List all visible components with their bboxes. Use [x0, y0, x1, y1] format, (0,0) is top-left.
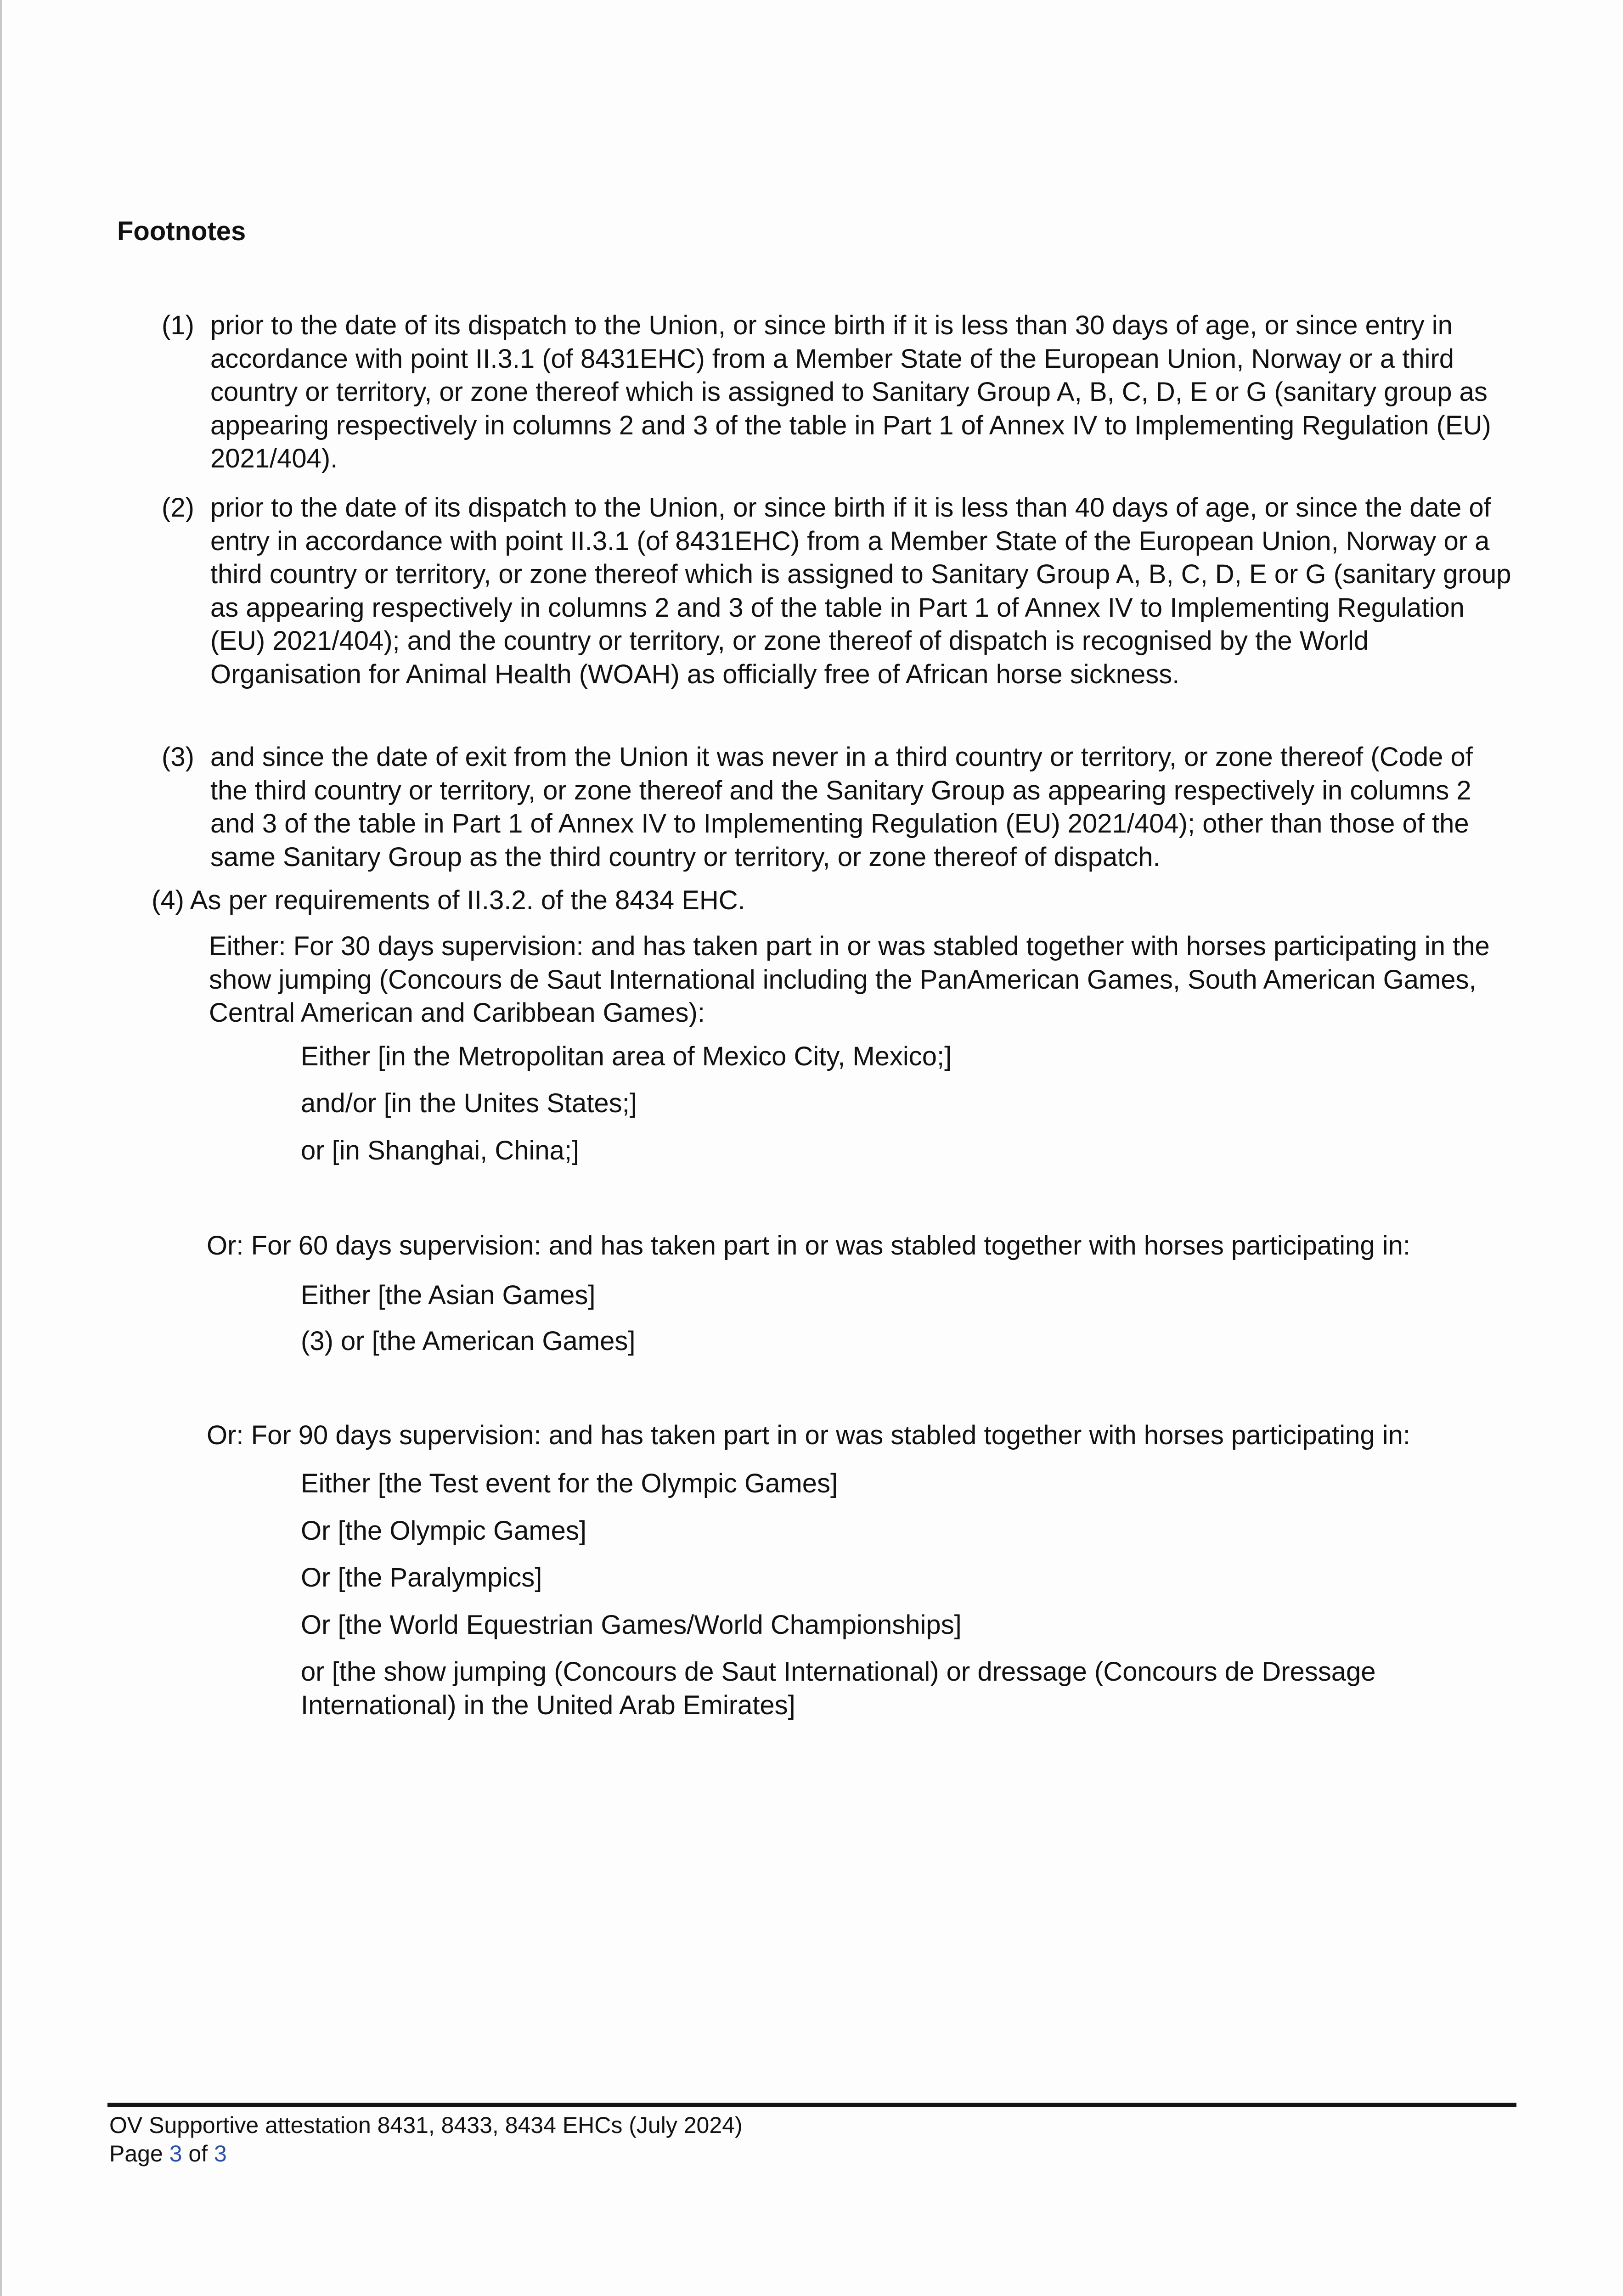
- option-mexico-city: Either [in the Metropolitan area of Mexico City, Mexico;]: [301, 1041, 952, 1071]
- note-4-either-30-days: Either: For 30 days supervision: and has taken part in or was stabled together with horses participating in the show jumping (Concours de Saut International including the PanAmerican Games, South American Games, Central American and Caribbean Games):: [209, 931, 1490, 1028]
- option-uae-events: or [the show jumping (Concours de Saut International) or dressage (Concours de Dressage International) in the United Arab Emirates]: [301, 1657, 1376, 1720]
- option-shanghai: or [in Shanghai, China;]: [301, 1136, 580, 1165]
- footnote-text: prior to the date of its dispatch to the Union, or since birth if it is less than 30 days of age, or since entry in accordance with point II.3.1 (of 8431EHC) from a Member State of the European Union, Norway or a third country or territory, or zone thereof which is assigned to Sanitary Group A, B, C, D, E or G (sanitary group as appearing respectively in columns 2 and 3 of the table in Part 1 of Annex IV to Implementing Regulation (EU) 2021/404).: [210, 310, 1491, 473]
- footnotes-heading: Footnotes: [117, 216, 246, 246]
- option-american-games: (3) or [the American Games]: [301, 1326, 636, 1356]
- footnote-2: [162, 491, 1516, 691]
- note-4-title: (4) As per requirements of II.3.2. of the 8434 EHC.: [152, 885, 745, 915]
- option-world-equestrian-games: Or [the World Equestrian Games/World Championships]: [301, 1610, 962, 1640]
- page-label: Page: [109, 2141, 163, 2167]
- total-pages-link[interactable]: 3: [214, 2141, 227, 2167]
- footer-document-title: OV Supportive attestation 8431, 8433, 8434 EHCs (July 2024): [109, 2112, 743, 2138]
- footnote-text: prior to the date of its dispatch to the Union, or since birth if it is less than 40 days of age, or since the date of entry in accordance with point II.3.1 (of 8431EHC) from a Member State of the European Union, Norway or a third country or territory, or zone thereof which is assigned to Sanitary Group A, B, C, D, E or G (sanitary group as appearing respectively in columns 2 and 3 of the table in Part 1 of Annex IV to Implementing Regulation (EU) 2021/404); and the country or territory, or zone thereof of dispatch is recognised by the World Organisation for Animal Health (WOAH) as officially free of African horse sickness.: [210, 493, 1511, 689]
- footnote-number: (1): [162, 310, 194, 340]
- note-4-or-60-days: Or: For 60 days supervision: and has taken part in or was stabled together with horses participating in:: [207, 1231, 1411, 1261]
- footnote-1: [162, 309, 1516, 476]
- option-olympic-test-event: Either [the Test event for the Olympic Games]: [301, 1469, 838, 1498]
- current-page-link[interactable]: 3: [169, 2141, 182, 2167]
- footnote-3: [162, 741, 1516, 874]
- page-of-label: of: [188, 2141, 208, 2167]
- option-paralympics: Or [the Paralympics]: [301, 1563, 542, 1593]
- note-4-or-90-days: Or: For 90 days supervision: and has taken part in or was stabled together with horses participating in:: [207, 1420, 1411, 1450]
- scan-edge: [0, 0, 2, 2296]
- option-asian-games: Either [the Asian Games]: [301, 1280, 596, 1310]
- footnote-number: (2): [162, 493, 194, 523]
- footnote-text: and since the date of exit from the Union it was never in a third country or territory, or zone thereof (Code of the third country or territory, or zone thereof and the Sanitary Group as appearing respectively in columns 2 and 3 of the table in Part 1 of Annex IV to Implementing Regulation (EU) 2021/404); other than those of the same Sanitary Group as the third country or territory, or zone thereof of dispatch.: [210, 742, 1473, 872]
- footer-page-number: [109, 2139, 227, 2168]
- option-united-states: and/or [in the Unites States;]: [301, 1088, 637, 1118]
- footnote-number: (3): [162, 742, 194, 772]
- option-olympic-games: Or [the Olympic Games]: [301, 1516, 587, 1546]
- footer-rule: [107, 2103, 1516, 2107]
